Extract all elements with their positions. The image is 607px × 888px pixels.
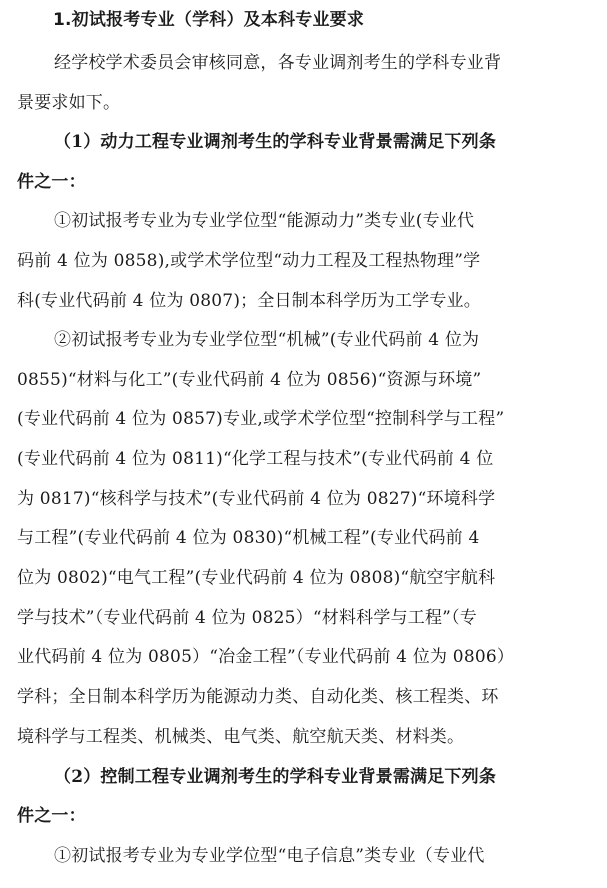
paragraph-line: ②初试报考专业为专业学位型“机械”(专业代码前 4 位为 xyxy=(54,330,480,350)
paragraph-line: 为 0817)“核科学与技术”(专业代码前 4 位为 0827)“环境科学 xyxy=(17,489,496,509)
subsection-heading-cont: 件之一： xyxy=(17,172,86,192)
paragraph-line: 学与技术”（专业代码前 4 位为 0825）“材料科学与工程”（专 xyxy=(17,608,477,628)
paragraph-line: 学科；全日制本科学历为能源动力类、自动化类、核工程类、环 xyxy=(17,687,499,707)
paragraph-line: (专业代码前 4 位为 0811)“化学工程与技术”(专业代码前 4 位 xyxy=(17,449,494,469)
paragraph-line: 位为 0802)“电气工程”(专业代码前 4 位为 0808)“航空宇航科 xyxy=(17,568,496,588)
paragraph-line: ①初试报考专业为专业学位型“能源动力”类专业(专业代 xyxy=(54,211,475,231)
subsection-heading-cont: 件之一： xyxy=(17,806,86,826)
subsection-heading: （1）动力工程专业调剂考生的学科专业背景需满足下列条 xyxy=(54,132,497,152)
paragraph-line: (专业代码前 4 位为 0857)专业,或学术学位型“控制科学与工程” xyxy=(17,409,505,429)
paragraph-line: 与工程”(专业代码前 4 位为 0830)“机械工程”(专业代码前 4 xyxy=(17,528,480,548)
paragraph-line: 境科学与工程类、机械类、电气类、航空航天类、材料类。 xyxy=(17,727,465,747)
paragraph-line: 业代码前 4 位为 0805）“冶金工程”（专业代码前 4 位为 0806） xyxy=(17,647,515,667)
paragraph-line: 景要求如下。 xyxy=(17,93,121,113)
paragraph-line: ①初试报考专业为专业学位型“电子信息”类专业（专业代 xyxy=(54,846,485,866)
subsection-heading: （2）控制工程专业调剂考生的学科专业背景需满足下列条 xyxy=(54,767,497,787)
paragraph-line: 经学校学术委员会审核同意，各专业调剂考生的学科专业背 xyxy=(54,53,502,73)
paragraph-line: 0855)“材料与化工”(专业代码前 4 位为 0856)“资源与环境” xyxy=(17,370,482,390)
section-heading: 1.初试报考专业（学科）及本科专业要求 xyxy=(53,10,365,30)
paragraph-line: 科(专业代码前 4 位为 0807)；全日制本科学历为工学专业。 xyxy=(17,291,481,311)
paragraph-line: 码前 4 位为 0858),或学术学位型“动力工程及工程热物理”学 xyxy=(17,251,481,271)
